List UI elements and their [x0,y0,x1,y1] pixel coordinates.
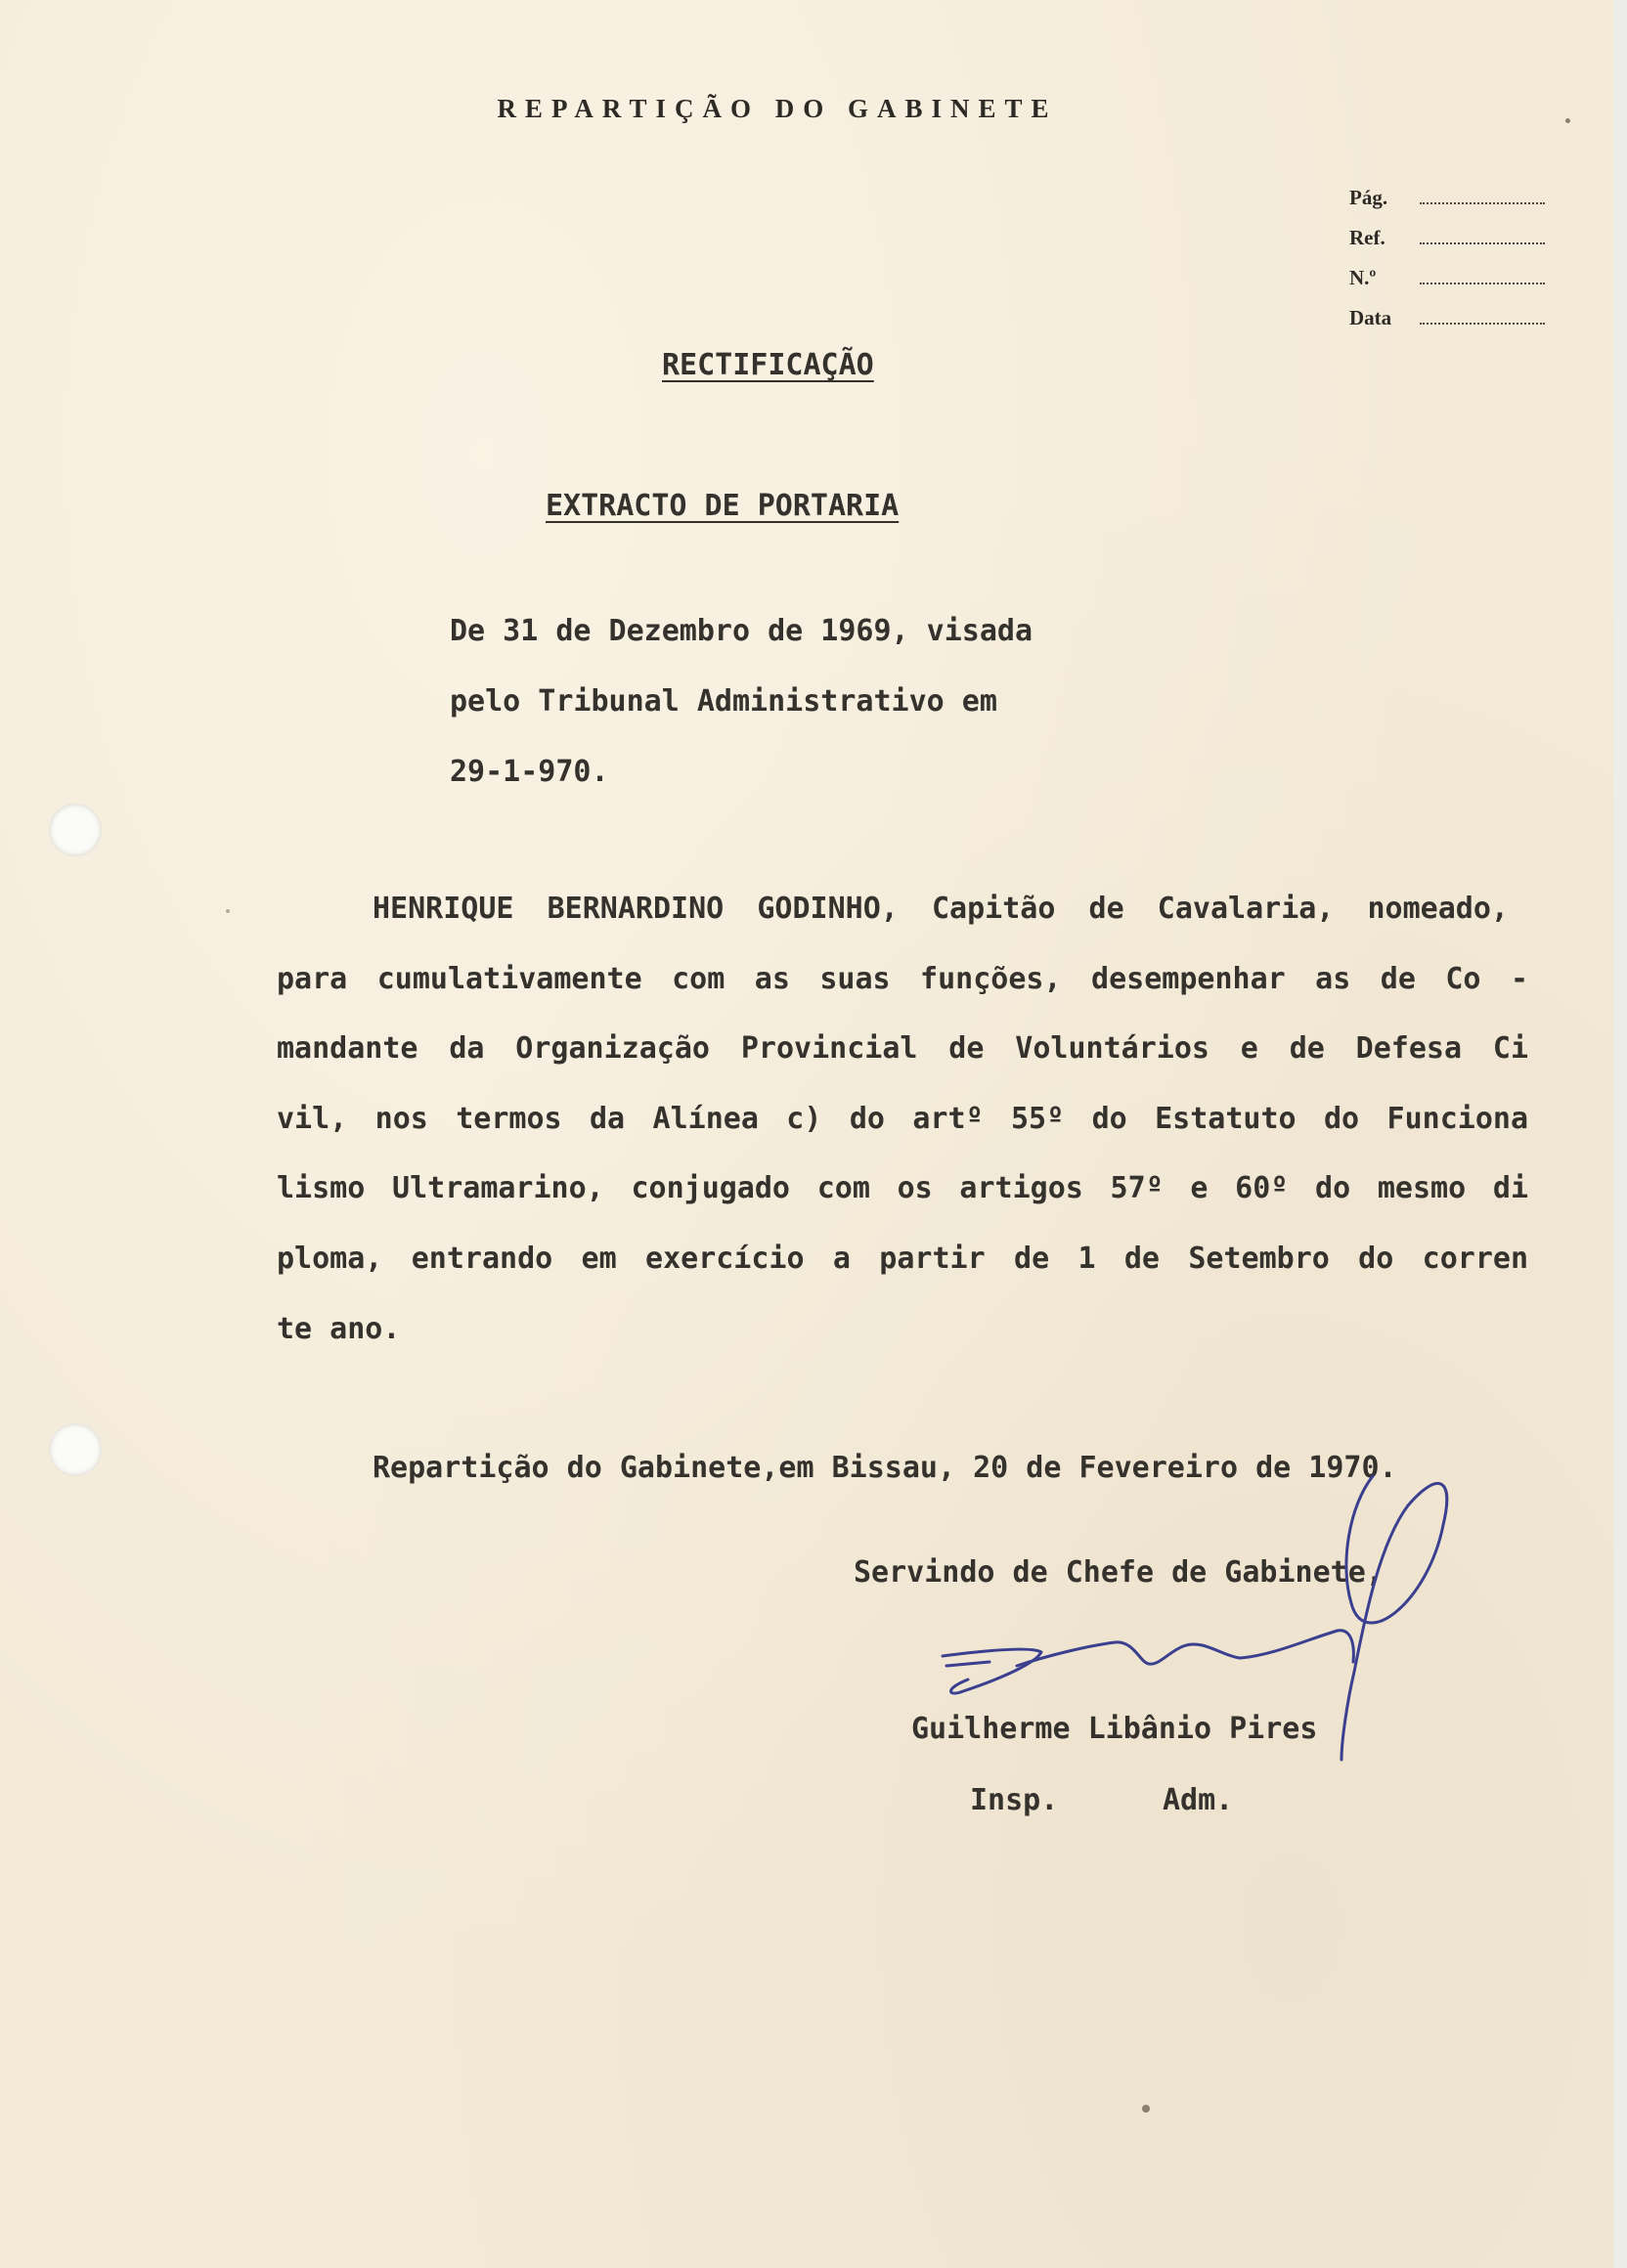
body-line: mandante da Organização Provincial de Voluntários e de Defesa Ci [277,1031,1528,1066]
place-and-date: Repartição do Gabinete,em Bissau, 20 de Fevereiro de 1970. [373,1451,1397,1485]
reference-fields [1349,170,1545,330]
intro-line: De 31 de Dezembro de 1969, visada [450,614,1033,648]
scan-edge [1613,0,1627,2268]
body-line-first: HENRIQUE BERNARDINO GODINHO, Capitão de Cavalaria, nomeado, [373,892,1509,926]
intro-line: pelo Tribunal Administrativo em [450,684,997,719]
signatory-role: Servindo de Chefe de Gabinete, [854,1555,1384,1590]
paper-speck [226,909,230,913]
paper-speck [1565,118,1570,123]
intro-line: 29-1-970. [450,755,609,789]
ref-field-page [1349,170,1545,210]
ref-label: Data [1349,306,1392,329]
ref-blank-line [1420,242,1545,244]
ref-label: N.º [1349,266,1377,289]
ref-label: Ref. [1349,226,1385,249]
letterhead: REPARTIÇÃO DO GABINETE [497,94,1058,123]
body-line: lismo Ultramarino, conjugado com os artigos 57º e 60º do mesmo di [277,1171,1528,1205]
document-subtitle: EXTRACTO DE PORTARIA [546,489,900,523]
document-title: RECTIFICAÇÃO [662,348,874,382]
body-line: te ano. [277,1312,401,1346]
ref-blank-line [1420,202,1545,204]
ref-label: Pág. [1349,186,1388,209]
body-line: para cumulativamente com as suas funções, desempenhar as de Co - [277,962,1528,996]
ref-field-date [1349,290,1545,330]
signatory-title-adm: Adm. [1163,1783,1234,1817]
ref-blank-line [1420,323,1545,325]
signatory-title-insp: Insp. [970,1783,1059,1817]
ref-field-ref [1349,210,1545,250]
ref-blank-line [1420,283,1545,284]
paper-speck [1142,2105,1150,2113]
punch-hole-bottom [49,1423,102,1476]
ref-field-number [1349,250,1545,290]
body-line: ploma, entrando em exercício a partir de 1 de Setembro do corren [277,1242,1528,1276]
body-line: vil, nos termos da Alínea c) do artº 55º do Estatuto do Funciona [277,1102,1528,1136]
punch-hole-top [49,804,102,856]
signatory-name: Guilherme Libânio Pires [911,1712,1318,1746]
